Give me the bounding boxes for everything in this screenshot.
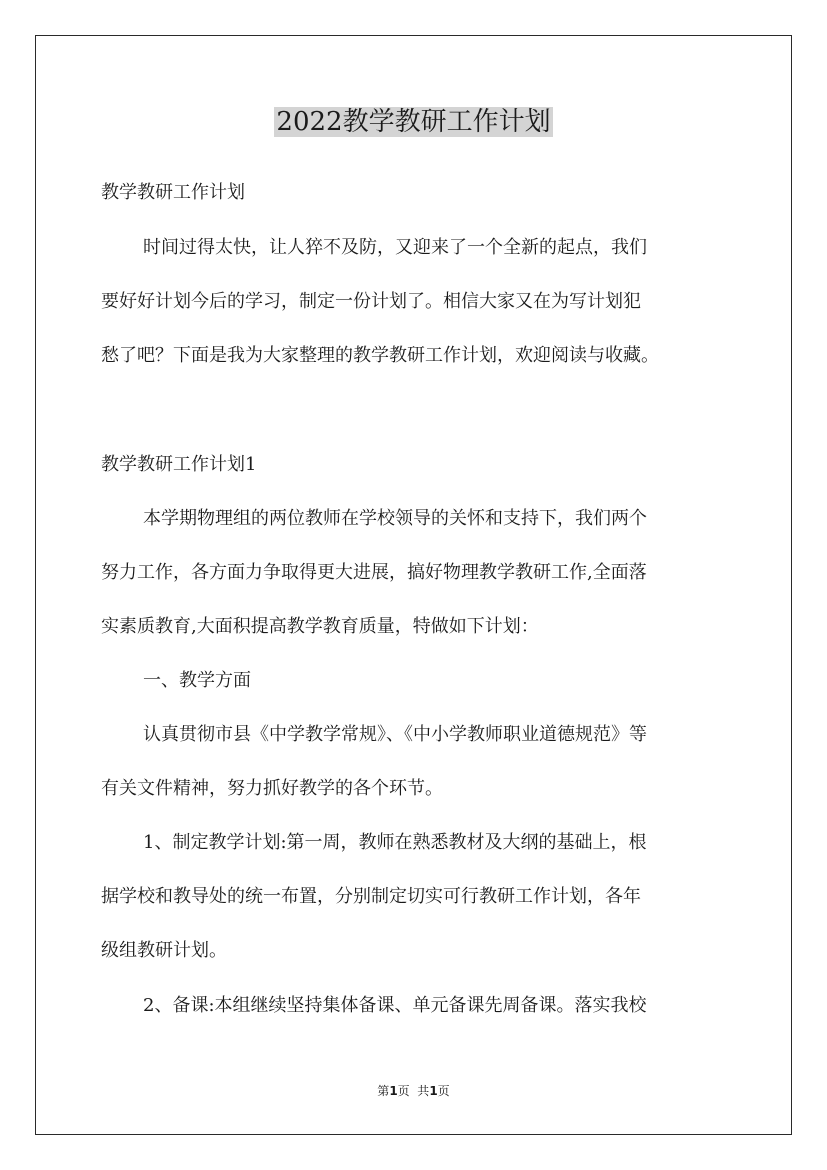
subsection-heading: 一、教学方面 [143, 670, 251, 691]
paragraph-line: 时间过得太快，让人猝不及防，又迎来了一个全新的起点，我们 [143, 237, 647, 258]
paragraph-line: 2、备课:本组继续坚持集体备课、单元备课先周备课。落实我校 [143, 995, 647, 1016]
section-heading: 教学教研工作计划1 [101, 454, 257, 475]
paragraph-line: 本学期物理组的两位教师在学校领导的关怀和支持下，我们两个 [143, 508, 647, 529]
paragraph-line: 级组教研计划。 [101, 940, 227, 961]
paragraph-line: 愁了吧？下面是我为大家整理的教学教研工作计划，欢迎阅读与收藏。 [101, 345, 659, 366]
total-page-number: 1 [429, 1084, 438, 1098]
footer-prefix: 第 [377, 1084, 390, 1098]
paragraph-line: 认真贯彻市县《中学教学常规》、《中小学教师职业道德规范》等 [143, 724, 647, 745]
paragraph-line: 据学校和教导处的统一布置，分别制定切实可行教研工作计划，各年 [101, 886, 641, 907]
document-title-text: 2022教学教研工作计划 [276, 107, 551, 137]
page-footer [0, 1083, 827, 1099]
paragraph-line: 1、制定教学计划:第一周，教师在熟悉教材及大纲的基础上，根 [143, 832, 647, 853]
paragraph-line: 努力工作，各方面力争取得更大进展，搞好物理教学教研工作,全面落 [101, 562, 647, 583]
current-page-number: 1 [389, 1084, 398, 1098]
document-title [0, 100, 827, 144]
footer-suffix: 页 [437, 1084, 450, 1098]
paragraph-line: 实素质教育,大面积提高教学教育质量，特做如下计划： [101, 616, 539, 637]
paragraph-line: 有关文件精神，努力抓好教学的各个环节。 [101, 778, 443, 799]
paragraph-line: 要好好计划今后的学习，制定一份计划了。相信大家又在为写计划犯 [101, 291, 641, 312]
footer-mid: 页 共 [397, 1084, 430, 1098]
section-heading: 教学教研工作计划 [101, 182, 245, 203]
